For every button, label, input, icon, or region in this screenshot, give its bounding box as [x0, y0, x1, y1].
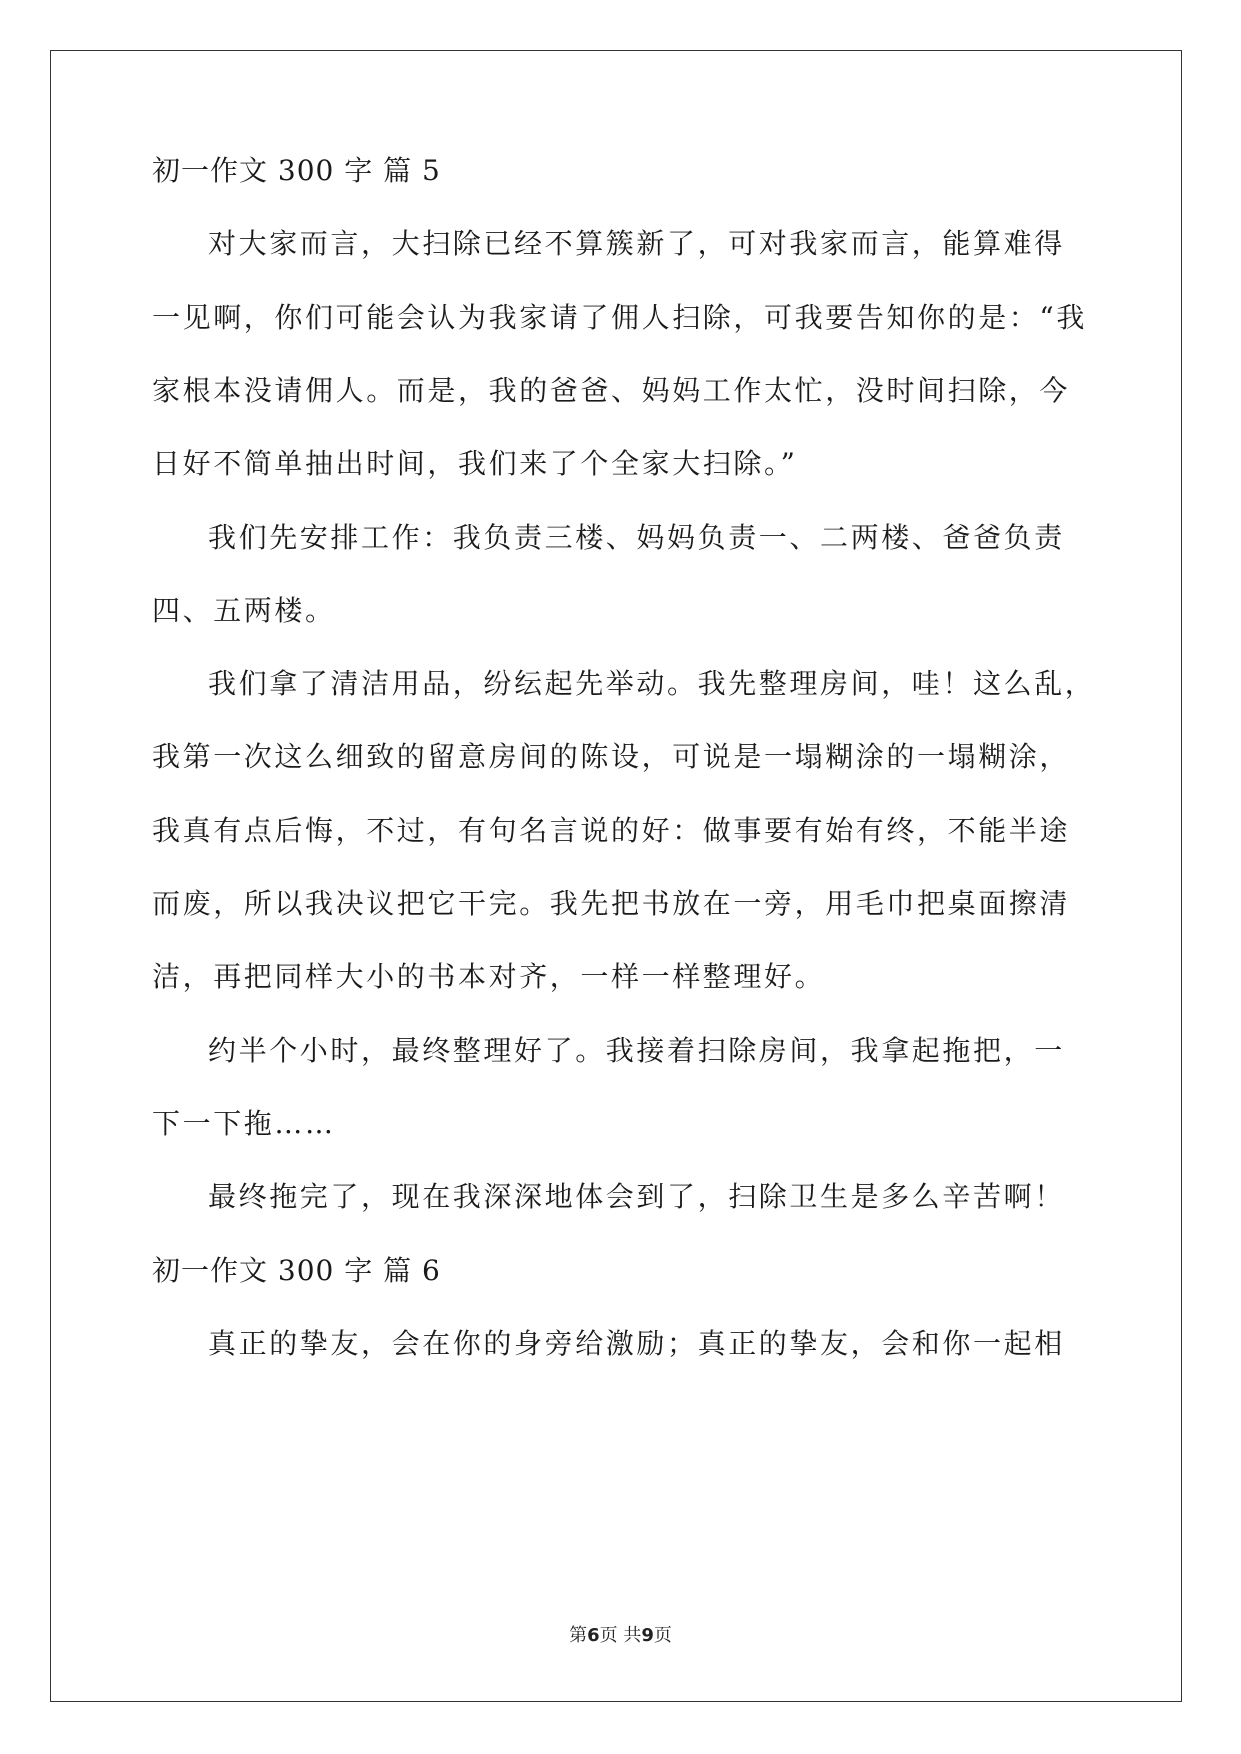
footer-suffix: 页	[653, 1625, 672, 1646]
paragraph-line: 我真有点后悔，不过，有句名言说的好：做事要有始有终，不能半途	[152, 814, 1071, 847]
page-footer	[0, 1624, 1241, 1648]
paragraph-first-line: 约半个小时，最终整理好了。我接着扫除房间，我拿起拖把，一	[208, 1034, 1065, 1067]
paragraph-line: 四、五两楼。	[152, 594, 336, 627]
paragraph-line: 家根本没请佣人。而是，我的爸爸、妈妈工作太忙，没时间扫除，今	[152, 374, 1071, 407]
section-heading: 初一作文 300 字 篇 5	[152, 154, 441, 187]
footer-middle: 页 共	[599, 1625, 642, 1646]
paragraph-line: 我第一次这么细致的留意房间的陈设，可说是一塌糊涂的一塌糊涂，	[152, 740, 1071, 773]
current-page-number: 6	[587, 1625, 600, 1646]
paragraph-line: 日好不简单抽出时间，我们来了个全家大扫除。”	[152, 447, 798, 480]
paragraph-first-line: 最终拖完了，现在我深深地体会到了，扫除卫生是多么辛苦啊！	[208, 1180, 1065, 1213]
paragraph-first-line: 对大家而言，大扫除已经不算簇新了，可对我家而言，能算难得	[208, 227, 1065, 260]
paragraph-first-line: 真正的挚友，会在你的身旁给激励；真正的挚友，会和你一起相	[208, 1327, 1065, 1360]
paragraph-line: 洁，再把同样大小的书本对齐，一样一样整理好。	[152, 960, 826, 993]
footer-prefix: 第	[569, 1625, 588, 1646]
section-heading: 初一作文 300 字 篇 6	[152, 1254, 441, 1287]
paragraph-first-line: 我们拿了清洁用品，纷纭起先举动。我先整理房间，哇！这么乱，	[208, 667, 1096, 700]
paragraph-line: 下一下拖……	[152, 1107, 336, 1140]
total-page-number: 9	[641, 1625, 654, 1646]
paragraph-line: 而废，所以我决议把它干完。我先把书放在一旁，用毛巾把桌面擦清	[152, 887, 1071, 920]
paragraph-first-line: 我们先安排工作：我负责三楼、妈妈负责一、二两楼、爸爸负责	[208, 521, 1065, 554]
paragraph-line: 一见啊，你们可能会认为我家请了佣人扫除，可我要告知你的是：“我	[152, 301, 1087, 334]
